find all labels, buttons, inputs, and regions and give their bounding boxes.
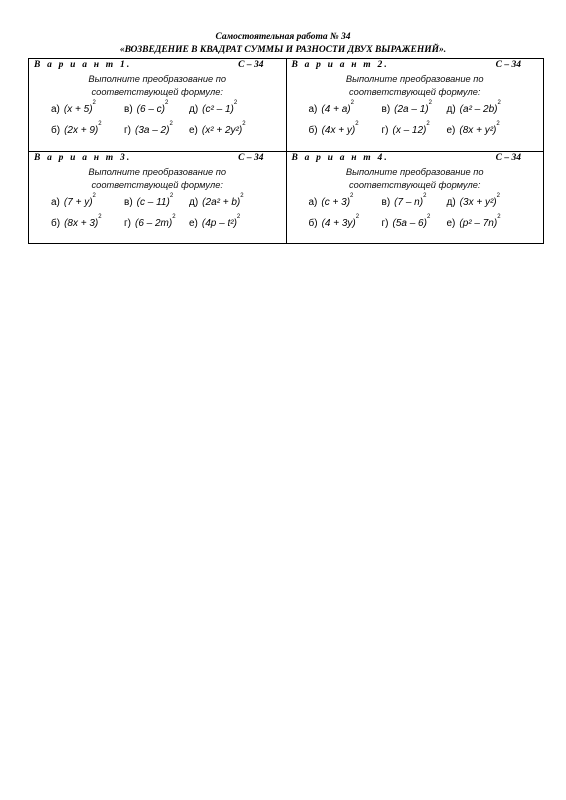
exercise-expression: (7 – n) [394, 196, 424, 208]
exercise-label: в) [124, 104, 133, 115]
exercise-exponent: 2 [172, 213, 176, 220]
instruction-line: Выполните преобразование по [345, 74, 484, 84]
exercise-label: е) [189, 125, 198, 136]
exercise-item [124, 213, 176, 229]
exercise-expression: (p² – 7n) [459, 217, 498, 229]
exercise-expression: (x – 12) [392, 125, 427, 136]
exercise-item [381, 121, 430, 136]
exercise-exponent: 2 [496, 121, 500, 127]
exercise-expression: (a² – 2b) [459, 104, 498, 115]
exercise-exponent: 2 [423, 192, 427, 199]
exercise-label: е) [446, 125, 456, 136]
instruction-line: Выполните преобразование по [345, 166, 484, 177]
exercise-exponent: 2 [236, 213, 241, 220]
exercise-expression: (x + 5) [63, 104, 93, 115]
worksheet-subtitle: «ВОЗВЕДЕНИЕ В КВАДРАТ СУММЫ И РАЗНОСТИ ДВУХ ВЫРАЖЕНИЙ». [119, 45, 447, 55]
exercise-expression: (4 + 3y) [321, 217, 356, 229]
instruction-line: соответствующей формуле: [349, 87, 481, 97]
exercise-exponent: 2 [92, 192, 96, 199]
variant-code: С – 34 [495, 60, 521, 70]
variant-cell [286, 59, 544, 152]
exercise-item [51, 192, 96, 208]
variant-header [29, 152, 286, 164]
exercise-item [124, 100, 169, 115]
exercise-item [51, 213, 102, 229]
exercise-exponent: 2 [98, 213, 102, 220]
exercise-exponent: 2 [169, 121, 173, 127]
variant-title: В а р и а н т 4. [291, 152, 389, 163]
exercise-row [287, 192, 544, 211]
exercise-exponent: 2 [426, 213, 431, 220]
exercise-item [308, 121, 359, 136]
exercise-expression: (4x + y) [321, 125, 356, 136]
exercise-label: г) [381, 217, 389, 229]
exercise-item [308, 100, 354, 115]
exercise-exponent: 2 [242, 121, 246, 127]
exercise-item [308, 192, 354, 208]
exercise-label: д) [189, 104, 199, 115]
exercise-item [446, 100, 501, 115]
variant-code: С – 34 [238, 152, 264, 163]
exercise-expression: (c + 3) [321, 196, 351, 208]
instruction-line: Выполните преобразование по [88, 166, 227, 177]
exercise-item [381, 192, 427, 208]
variant-header [287, 152, 544, 164]
exercise-expression: (x² + 2y²) [201, 125, 243, 136]
variant-code: С – 34 [238, 60, 264, 70]
exercise-label: а) [308, 104, 318, 115]
exercise-label: в) [381, 104, 391, 115]
exercise-label: д) [446, 104, 456, 115]
exercise-exponent: 2 [355, 121, 359, 127]
instruction-line: соответствующей формуле: [91, 179, 223, 190]
exercise-exponent: 2 [355, 213, 360, 220]
exercise-exponent: 2 [426, 121, 430, 127]
exercise-item [381, 213, 431, 229]
exercise-item [381, 100, 432, 115]
exercise-item [189, 121, 246, 136]
exercise-label: в) [381, 196, 391, 208]
instruction [287, 166, 544, 192]
instruction-line: соответствующей формуле: [349, 179, 481, 190]
variant-header [287, 59, 544, 71]
exercise-exponent: 2 [233, 100, 238, 106]
exercise-expression: (5a – 6) [392, 217, 427, 229]
exercise-label: а) [51, 104, 60, 115]
variant-cell [29, 59, 287, 152]
exercise-label: е) [446, 217, 456, 229]
exercise-item [51, 121, 102, 136]
variant-title: В а р и а н т 3. [34, 152, 132, 163]
exercise-label: д) [189, 196, 199, 208]
exercise-exponent: 2 [428, 100, 432, 106]
exercise-exponent: 2 [169, 192, 174, 199]
exercise-row [29, 100, 286, 118]
instruction [29, 166, 286, 192]
exercise-expression: (7 + y) [63, 196, 93, 208]
exercise-row [287, 100, 544, 118]
exercise-exponent: 2 [92, 100, 96, 106]
exercise-item [51, 100, 96, 115]
exercise-expression: (6 – c) [136, 104, 165, 115]
exercise-expression: (c² – 1) [202, 104, 234, 115]
exercise-expression: (8x + 3) [64, 217, 99, 229]
exercise-exponent: 2 [165, 100, 169, 106]
exercise-item [124, 121, 173, 136]
exercise-exponent: 2 [98, 121, 102, 127]
exercise-expression: (4 + a) [321, 104, 351, 115]
exercise-row [287, 213, 544, 232]
exercise-expression: (c – 11) [136, 196, 170, 208]
exercise-label: б) [51, 217, 61, 229]
exercise-exponent: 2 [497, 100, 501, 106]
variant-title: В а р и а н т 2. [291, 60, 389, 70]
exercise-expression: (4p – t²) [201, 217, 237, 229]
instruction [287, 73, 544, 99]
exercise-exponent: 2 [496, 192, 500, 199]
exercise-label: б) [51, 125, 61, 136]
exercise-label: в) [124, 196, 133, 208]
exercise-label: г) [124, 125, 131, 136]
exercise-item [446, 213, 501, 229]
exercise-item [189, 100, 238, 115]
exercise-expression: (6 – 2m) [134, 217, 173, 229]
exercise-label: г) [124, 217, 131, 229]
exercise-label: д) [446, 196, 456, 208]
variant-title: В а р и а н т 1. [34, 60, 132, 70]
exercise-label: а) [308, 196, 318, 208]
exercise-row [29, 213, 286, 232]
exercise-exponent: 2 [497, 213, 501, 220]
variants-table [28, 58, 544, 244]
exercise-expression: (3x + y²) [459, 196, 497, 208]
exercise-item [189, 192, 244, 208]
instruction-line: соответствующей формуле: [91, 87, 223, 97]
exercise-label: е) [189, 217, 198, 229]
variant-code: С – 34 [495, 152, 521, 163]
exercise-exponent: 2 [240, 192, 244, 199]
exercise-row [287, 121, 544, 139]
variant-header [29, 59, 286, 71]
exercise-item [446, 192, 500, 208]
exercise-item [446, 121, 500, 136]
exercise-exponent: 2 [350, 192, 354, 199]
exercise-expression: (2x + 9) [64, 125, 99, 136]
exercise-label: а) [51, 196, 60, 208]
exercise-item [308, 213, 360, 229]
exercise-row [29, 192, 286, 211]
exercise-exponent: 2 [350, 100, 354, 106]
exercise-label: б) [308, 217, 318, 229]
variant-cell [29, 151, 287, 244]
exercise-expression: (2a² + b) [202, 196, 241, 208]
variant-cell [286, 151, 544, 244]
worksheet-title: Самостоятельная работа № 34 [215, 32, 351, 42]
exercise-item [124, 192, 174, 208]
exercise-expression: (8x + y²) [459, 125, 497, 136]
instruction-line: Выполните преобразование по [88, 74, 227, 84]
exercise-label: б) [308, 125, 318, 136]
exercise-label: г) [381, 125, 389, 136]
exercise-row [29, 121, 286, 139]
exercise-item [189, 213, 241, 229]
instruction [29, 73, 286, 99]
exercise-expression: (2a – 1) [394, 104, 429, 115]
exercise-expression: (3a – 2) [134, 125, 170, 136]
